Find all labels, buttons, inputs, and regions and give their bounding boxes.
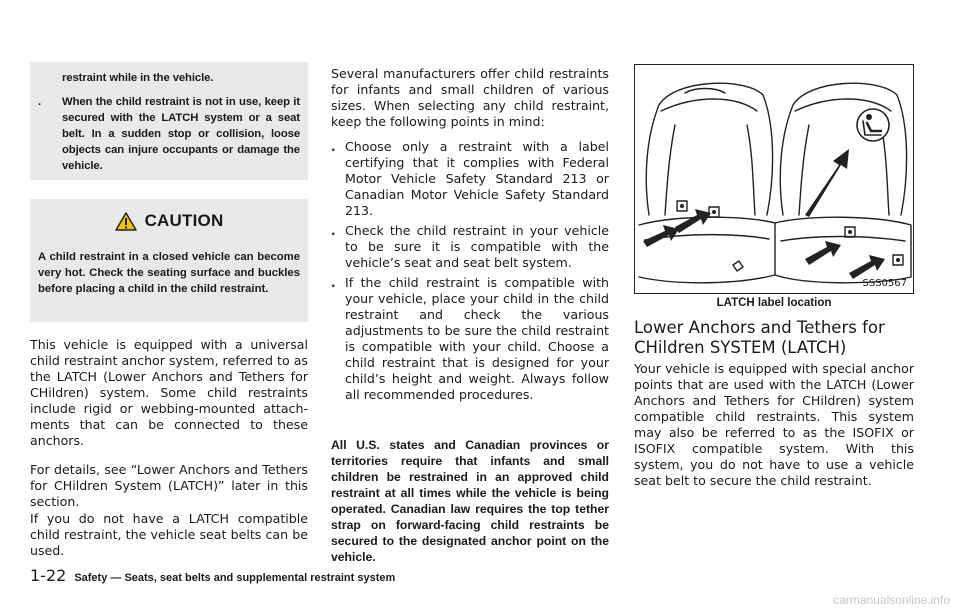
page-number: 1-22 bbox=[30, 566, 67, 585]
list-item bbox=[331, 223, 609, 271]
footer-title: Safety — Seats, seat belts and supplemental restraint system bbox=[74, 572, 396, 584]
latch-intro-paragraph: This vehicle is equipped with a universal child restraint anchor system, referred to as the LATCH (Lower Anchors and Tethers for CHildren) system. Some child restraints include rigid or webbing-mounted attachments that can be connected to these anchors. bbox=[30, 337, 308, 448]
list-item bbox=[331, 275, 609, 403]
caution-header bbox=[30, 211, 308, 231]
details-paragraph: For details, see “Lower Anchors and Tethers for CHildren System (LATCH)” later in this section. bbox=[30, 462, 308, 509]
warning-bullet-text: When the child restraint is not in use, keep it secured with the LATCH system or a seat belt. In a sudden stop or collision, loose objects can injure occupants or damage the vehicle. bbox=[62, 96, 300, 172]
section-title: Lower Anchors and Tethers for CHildren SYSTEM (LATCH) bbox=[634, 318, 885, 357]
warning-bullet bbox=[30, 94, 308, 174]
list-item-text: Choose only a restraint with a label certifying that it complies with Federal Motor Vehicle Safety Standard 213 or Canadian Motor Vehicle Safety Standard 213. bbox=[345, 139, 609, 218]
latch-section-paragraph: Your vehicle is equipped with special anchor points that are used with the LATCH (Lower Anchors and Tethers for CHildren) system compatible child restraints. This system may also be referred to as the ISOFIX or ISOFIX compatible system. With this system, you do not have to use a vehicle seat belt to secure the child restraint. bbox=[634, 361, 914, 488]
figure-code: SSS0567 bbox=[862, 278, 907, 289]
warning-continued-line: restraint while in the vehicle. bbox=[62, 72, 214, 84]
figure-caption: LATCH label location bbox=[716, 297, 832, 309]
legal-requirement-paragraph: All U.S. states and Canadian provinces or territories require that infants and small children be restrained in an approved child restraint at all times while the vehicle is being operated. Canadian law requires the top tether strap on forward-facing child restraints be secured to the designated anchor point on the vehicle. bbox=[331, 438, 609, 565]
caution-text: A child restraint in a closed vehicle can become very hot. Check the seating surface and buckles before placing a child in the child restraint. bbox=[38, 251, 300, 295]
warning-continuation bbox=[30, 70, 308, 174]
bullet-dot: . bbox=[38, 96, 42, 108]
selection-points-list bbox=[331, 139, 609, 407]
caution-box bbox=[30, 199, 308, 322]
page-footer bbox=[30, 566, 395, 585]
bullet-dot: . bbox=[331, 140, 336, 154]
bullet-dot: . bbox=[331, 224, 336, 238]
bullet-dot: . bbox=[331, 276, 336, 290]
caution-triangle-icon bbox=[115, 212, 137, 231]
latch-figure bbox=[634, 64, 914, 294]
list-item-text: Check the child restraint in your vehicle to be sure it is compatible with the vehicle’s seat and seat belt system. bbox=[345, 223, 609, 270]
list-item bbox=[331, 139, 609, 219]
list-item-text: If the child restraint is compatible with your vehicle, place your child in the child restraint and check the various adjustments to be sure the child restraint is compatible with your child. Choose a child restraint that is designed for your child’s height and weight. Always follow all recommended procedures. bbox=[345, 275, 609, 402]
manufacturers-paragraph: Several manufacturers offer child restraints for infants and small children of various sizes. When selecting any child restraint, keep the following points in mind: bbox=[331, 66, 609, 129]
caution-title: CAUTION bbox=[144, 211, 224, 230]
rear-seat-illustration bbox=[635, 65, 913, 293]
watermark: carmanualsonline.info bbox=[833, 593, 950, 607]
no-latch-paragraph: If you do not have a LATCH compatible child restraint, the vehicle seat belts can be used. bbox=[30, 511, 308, 558]
